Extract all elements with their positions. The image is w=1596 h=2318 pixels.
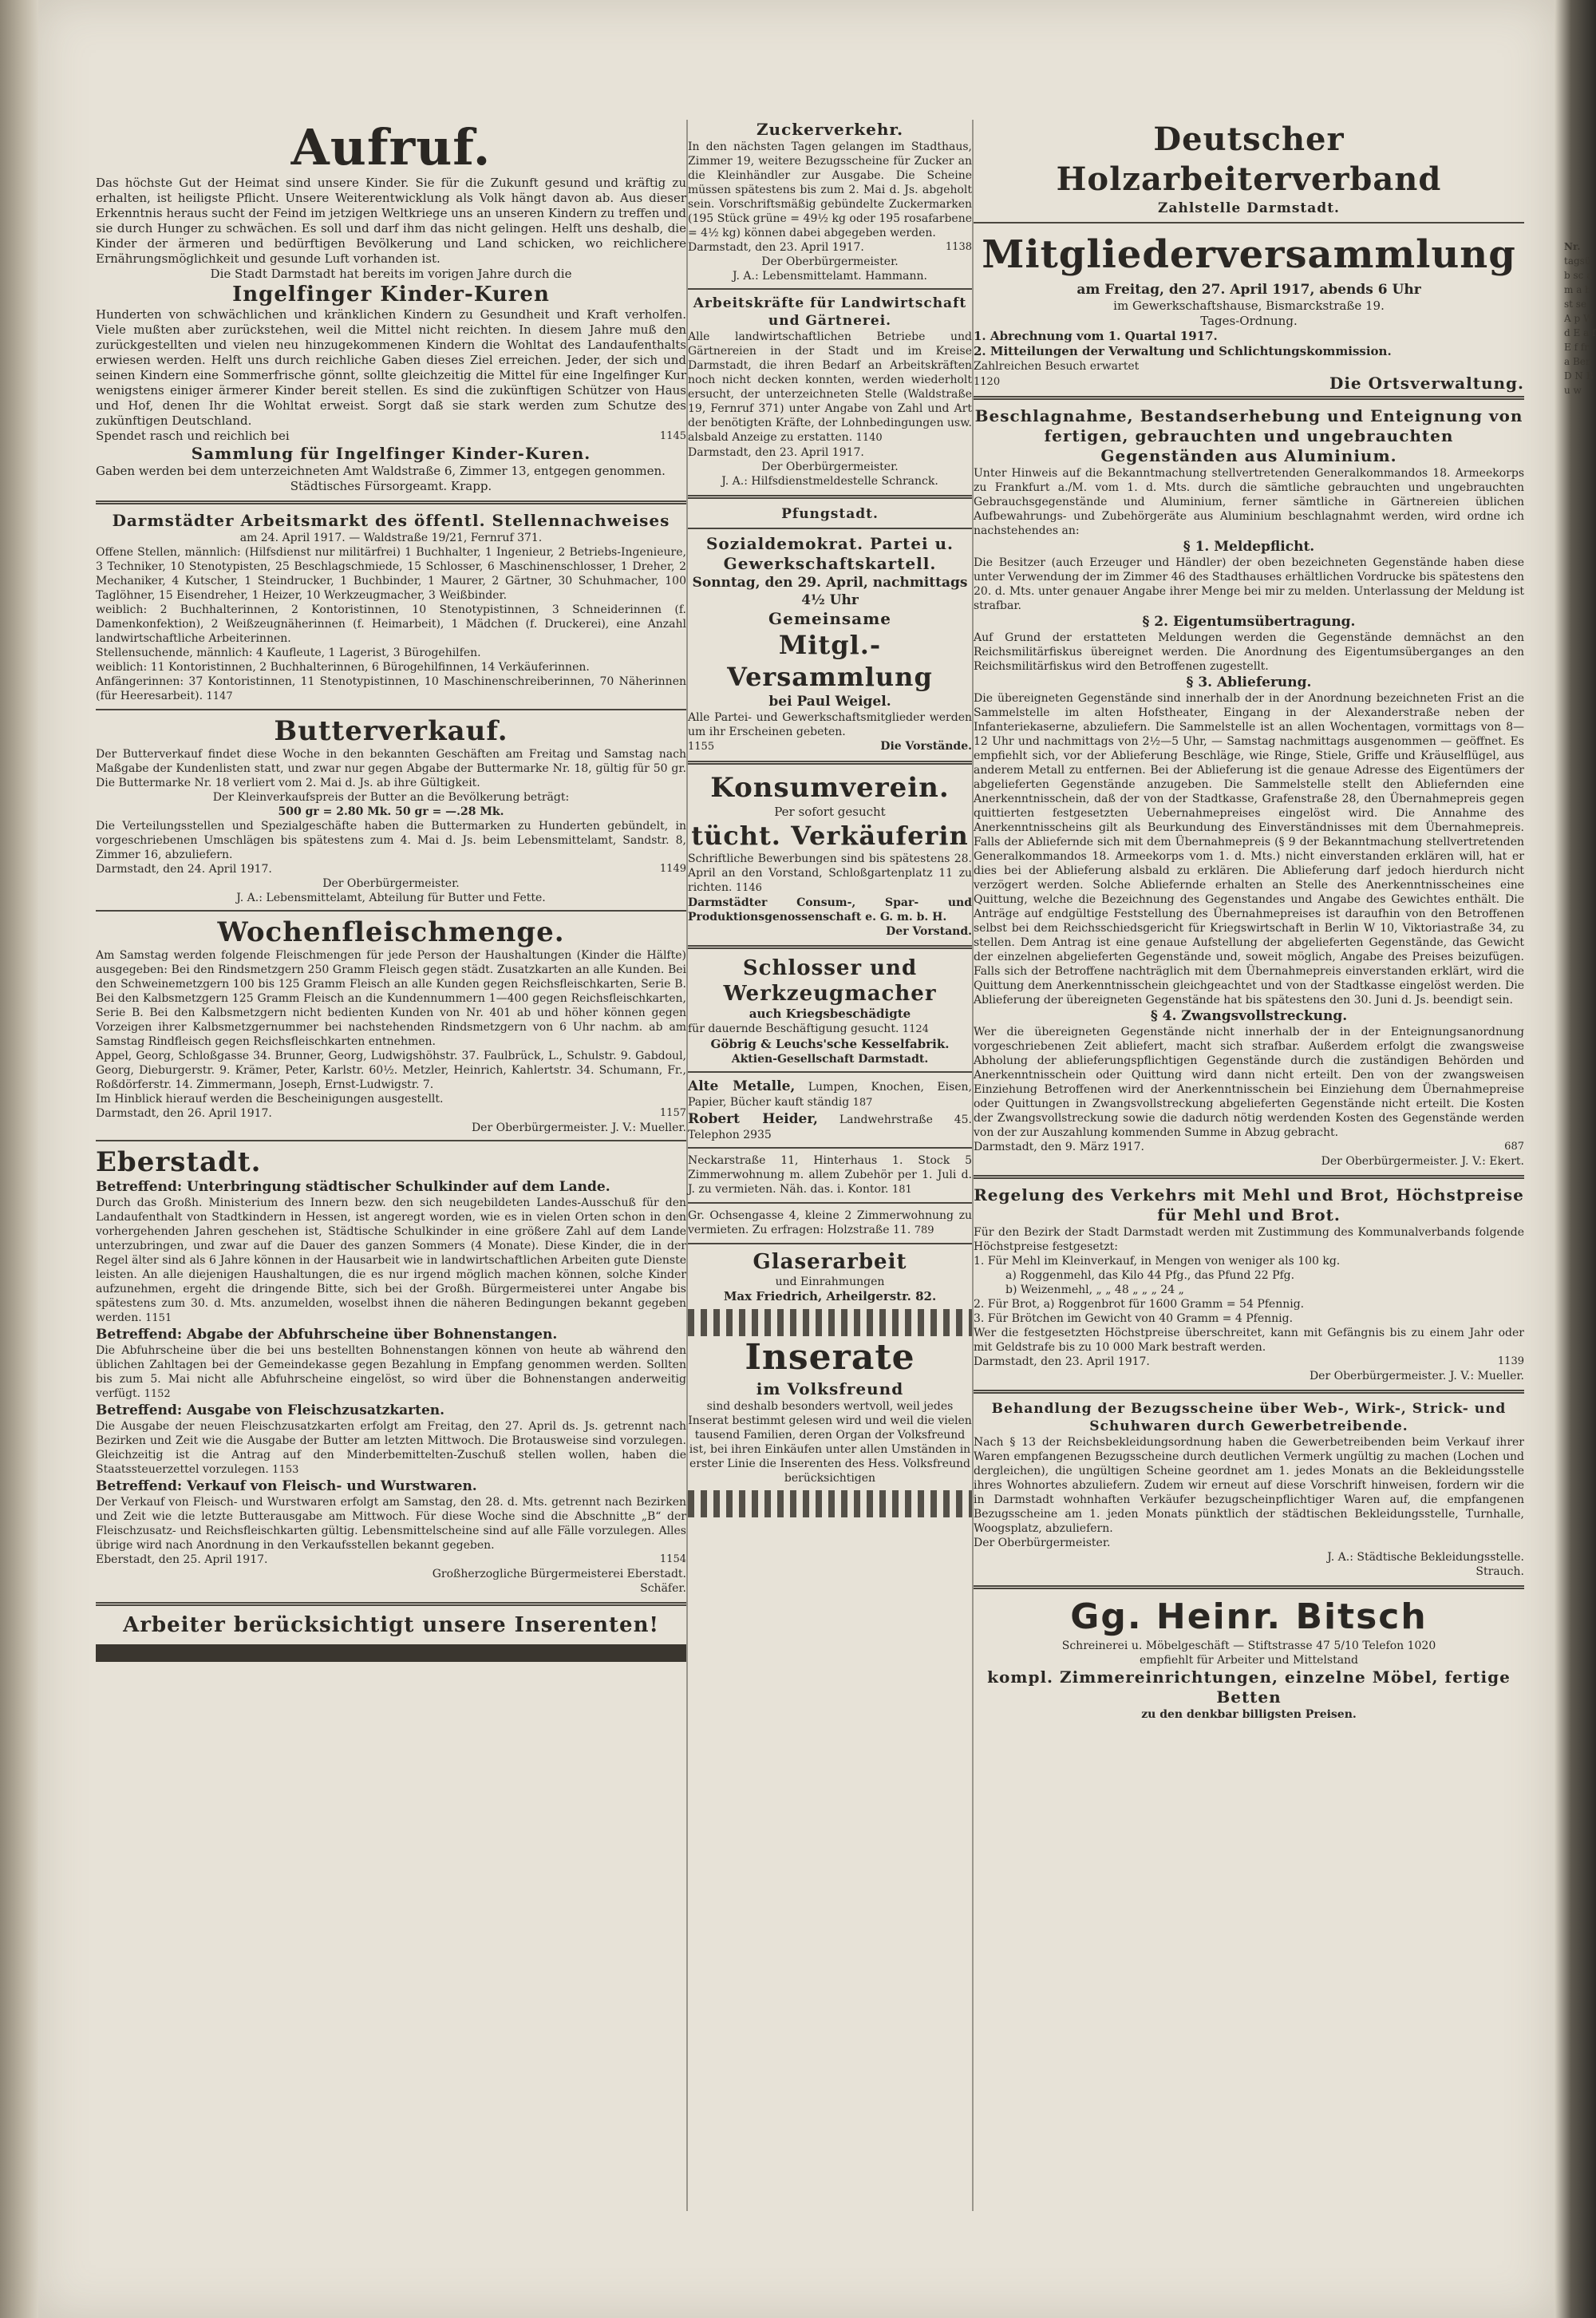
spd-date: Sonntag, den 29. April, nachmittags 4½ Uhr [692, 575, 968, 608]
mv-to2: 2. Mitteilungen der Verwaltung und Schlichtungskommission. [974, 344, 1392, 358]
eb3-text: Die Ausgabe der neuen Fleischzusatzkarten erfolgt am Freitag, den 27. April ds. Js. getrennt nach Bezirken und Zeit wie die Ausgabe der Butter am letzten Mittwoch. Die Brotausweise sind vorzulegen. Gleichzeitig ist die Antrag auf den Minderbemittelten-Zuschuß stellen wollen, haben die Staatssteuerzettel vorzulegen. [96, 1420, 686, 1476]
konsum-signature: Darmstädter Consum-, Spar- und Produktionsgenossenschaft e. G. m. b. H. [688, 896, 972, 924]
divider [96, 1602, 686, 1606]
ad-number: 1154 [659, 1553, 686, 1565]
ornament-border [688, 1309, 972, 1336]
inserate-text: sind deshalb besonders wertvoll, weil jedes Inserat bestimmt gelesen wird und weil die vielen tausend Familien, deren Organ der Volksfreund ist, bei ihren Einkäufen unter allen Umständen in erster Linie die Inserenten des Hess. Volksfreund berücksichtigen [688, 1400, 972, 1485]
mv-date: am Freitag, den 27. April 1917, abends 6 Uhr [1077, 282, 1421, 298]
ad-number: 789 [914, 1224, 934, 1236]
butter-title: Butterverkauf. [274, 715, 508, 747]
metalle-addr: Landwehrstraße 45. Telephon 2935 [688, 1114, 972, 1141]
alu-s4: § 4. Zwangsvollstreckung. [1150, 1008, 1348, 1024]
ad-number: 1157 [659, 1107, 686, 1119]
ad-number: 1145 [659, 430, 686, 442]
alu-s2: § 2. Eigentumsübertragung. [1142, 614, 1356, 630]
divider [688, 1202, 972, 1204]
arbeitsmarkt-title: Darmstädter Arbeitsmarkt des öffentl. Stellennachweises [112, 511, 670, 530]
schlosser-firm2: Aktien-Gesellschaft Darmstadt. [731, 1053, 929, 1066]
ad-number: 1139 [1497, 1355, 1524, 1367]
adjacent-page-fragment [1564, 239, 1596, 398]
alu-s2-text: Auf Grund der erstatteten Meldungen werden die Gegenstände demnächst an den Reichsmilitärfiskus übereignet werden. Die Anordnung des Eigentumsüberganges an den Reichsmilitärfiskus wird den Betroffenen zugestellt. [974, 631, 1524, 673]
web-signature: Der Oberbürgermeister. [974, 1537, 1111, 1549]
alu-signature: Der Oberbürgermeister. J. V.: Ekert. [1321, 1155, 1524, 1168]
column-right [974, 120, 1524, 1722]
fleisch-text2: Im Hinblick hierauf werden die Bescheinigungen ausgestellt. [96, 1093, 444, 1106]
butter-preis-values: 500 gr = 2.80 Mk. 50 gr = —.28 Mk. [278, 805, 504, 818]
metalle-title: Alte Metalle, [688, 1078, 796, 1094]
fleisch-date: Darmstadt, den 26. April 1917. [96, 1107, 272, 1120]
column-middle [688, 120, 972, 1517]
fleisch-title: Wochenfleischmenge. [217, 916, 565, 948]
inserate-sub: im Volksfreund [756, 1379, 904, 1398]
sammlung-text: Gaben werden bei dem unterzeichneten Amt Waldstraße 6, Zimmer 13, entgegen genommen. [96, 464, 666, 478]
butter-date: Darmstadt, den 24. April 1917. [96, 863, 272, 876]
zucker-signature2: J. A.: Lebensmittelamt. Hammann. [732, 270, 928, 283]
mv-to1: 1. Abrechnung vom 1. Quartal 1917. [974, 329, 1218, 343]
ad-number: 1153 [272, 1464, 299, 1476]
butter-preis: Der Kleinverkaufspreis der Butter an die Bevölkerung beträgt: [212, 791, 570, 804]
web-signature2: J. A.: Städtische Bekleidungsstelle. [1327, 1551, 1524, 1564]
anfaenger-text: Anfängerinnen: 37 Kontoristinnen, 11 Stenotypistinnen, 10 Maschinenschreiberinnen, 70 Näherinnen (für Heeresarbeit). [96, 675, 686, 702]
butter-signature: Der Oberbürgermeister. [322, 877, 460, 890]
ad-number: 1147 [206, 690, 233, 702]
divider [688, 1147, 972, 1149]
divider [974, 1390, 1524, 1394]
divider [688, 495, 972, 499]
spd-signature: Die Vorstände. [880, 740, 972, 753]
stellen-weiblich: weiblich: 2 Buchhalterinnen, 2 Kontoristinnen, 10 Stenotypistinnen, 3 Schneiderinnen (f. Damenkonfektion), 2 Weißzeugnäherinnen (f. Heimarbeit), 1 Mädchen (f. Druckerei), eine Anzahl landwirtschaftliche Arbeiterinnen. [96, 603, 686, 645]
eb2-text: Die Abfuhrscheine über die bei uns bestellten Bohnenstangen können von heute ab während den üblichen Zahltagen bei der Gemeindekasse gegen Bezahlung in Empfang genommen werden. Sollten bis zum 5. Mai nicht alle Abfuhrscheine eingelöst, so wird über die Bohnenstangen anderweitig verfügt. [96, 1344, 686, 1400]
mehl-1a: a) Roggenmehl, das Kilo 44 Pfg., das Pfund 22 Pfg. [1005, 1269, 1295, 1282]
bitsch-sub2: empfiehlt für Arbeiter und Mittelstand [1139, 1654, 1359, 1667]
mehl-1: 1. Für Mehl im Kleinverkauf, in Mengen von weniger als 100 kg. [974, 1255, 1341, 1268]
metalle-name: Robert Heider, [688, 1111, 818, 1127]
bitsch-sub: Schreinerei u. Möbelgeschäft — Stiftstrasse 47 5/10 Telefon 1020 [1061, 1640, 1436, 1652]
eb2-title: Betreffend: Abgabe der Abfuhrscheine über Bohnenstangen. [96, 1327, 558, 1343]
book-spine [0, 0, 38, 2318]
stellensuchende-weiblich: weiblich: 11 Kontoristinnen, 2 Buchhalterinnen, 6 Bürogehilfinnen, 14 Verkäuferinnen. [96, 661, 590, 674]
footer-slogan: Arbeiter berücksichtigt unsere Inserenten! [123, 1613, 659, 1637]
spd-text: Alle Partei- und Gewerkschaftsmitglieder werden um ihr Erscheinen gebeten. [688, 711, 972, 738]
mv-to: Tages-Ordnung. [1200, 314, 1298, 328]
ingelfinger-title: Ingelfinger Kinder-Kuren [232, 283, 550, 307]
divider [974, 1175, 1524, 1179]
eb4-date: Eberstadt, den 25. April 1917. [96, 1553, 268, 1566]
spd-title: Sozialdemokrat. Partei u. Gewerkschaftskartell. [705, 534, 954, 573]
inserate-title: Inserate [745, 1337, 915, 1378]
ad-number: 1152 [144, 1388, 171, 1400]
eberstadt-title: Eberstadt. [96, 1146, 262, 1178]
sammlung-title: Sammlung für Ingelfinger Kinder-Kuren. [191, 444, 591, 463]
holz-title: Deutscher Holzarbeiterverband [1056, 121, 1442, 198]
stellensuchende-maennlich: Stellensuchende, männlich: 4 Kaufleute, 1 Lagerist, 3 Bürogehilfen. [96, 647, 481, 659]
alu-s3-text: Die übereigneten Gegenstände sind innerhalb der in der Anordnung bezeichneten Frist an die Sammelstelle im alten Hofstheater, Eingang in der Alexanderstraße neben der Infanteriekaserne, abzuliefern. Die Sammelstelle ist an allen Wochentagen, vormittags von 8—12 Uhr und nachmittags von 2½—5 Uhr, — Samstag nachmittags ausgenommen — geöffnet. Es empfiehlt sich, vor der Ablieferung Beschläge, wie Ringe, Stiele, Griffe und Kräuselflügel, aus anderem Metall zu entfernen. Bei der Ablieferung ist die genaue Adresse des Eigentümers der abgelieferten Gegenstände anzugeben. Die Sammelstelle stellt den Abliefernden eine Anerkenntnisschein, daß der von der Stadtkasse, Grafenstraße 28, den Übernahmepreis gegen quittierten festgesetzten Uebernahmepreises eingelöst wird. Die Annahme des Anerkenntnisscheins gilt als Beurkundung des Einverständnisses mit dem Übernahmepreis. Falls der Abliefernde sich mit dem Übernahmepreis (§ 9 der Bekanntmachung stellvertretenden Generalkommandos 18. Armeekorps vom 1. d. Mts.) nicht einverstanden erklären will, hat er dies bei der Ablieferung alsbald zu erklären. Die Ablieferung darf jedoch hierdurch nicht verzögert werden. Solche Abliefernde erhalten an Stelle des Anerkenntnisscheines eine Quittung, welche die Bezeichnung des Gegenstandes und Angabe des Gewichtes enthält. Die Anträge auf endgültige Feststellung des Übernahmepreises ist daraufhin von den Betroffenen selbst bei dem Reichsschiedsgericht für Kriegswirtschaft in Berlin W 10, Viktoriastraße 34, zu stellen. Dem Antrag ist eine genaue Aufstellung der abgelieferten Gegenstände, das Gewicht der einzelnen abgelieferten Gegenstände und, soweit möglich, Angabe des Preises beizufügen. Falls sich der Betroffene nachträglich mit dem Übernahmepreis einverstanden erklärt, wird die Quittung dem Anerkenntnisschein gleichgeachtet und von der Stadtkasse eingelöst werden. Die Ablieferung der übereigneten Gegenstände hat bis spätestens den 30. Juni d. Js. beendigt sein. [974, 692, 1524, 1007]
konsum-signature2: Der Vorstand. [886, 925, 972, 938]
eb3-title: Betreffend: Ausgabe von Fleischzusatzkarten. [96, 1402, 445, 1418]
arbeitsmarkt-date: am 24. April 1917. — Waldstraße 19/21, Fernruf 371. [239, 532, 543, 544]
web-signature3: Strauch. [1476, 1565, 1524, 1578]
ad-number: 181 [891, 1184, 912, 1196]
eb4-signature2: Schäfer. [640, 1582, 686, 1595]
gemeinsame-label: Gemeinsame [768, 609, 891, 628]
bitsch-title: Gg. Heinr. Bitsch [1070, 1596, 1428, 1637]
bitsch-big: kompl. Zimmereinrichtungen, einzelne Möbel, fertige Betten [987, 1667, 1511, 1707]
arbeitskraefte-text: Alle landwirtschaftlichen Betriebe und Gärtnereien in der Stadt und im Kreise Darmstadt, die ihren Bedarf an Arbeitskräften noch nicht decken konnten, werden wiederholt ersucht, der unterzeichneten Stelle (Waldstraße 19, Fernruf 371) unter Angabe von Zahl und Art der benötigten Kräfte, der Lohnbedingungen usw. alsbald Anzeige zu erstatten. [688, 330, 972, 444]
alu-intro: Unter Hinweis auf die Bekanntmachung stellvertretenden Generalkommandos 18. Armeekorps zu Frankfurt a./M. vom 1. d. Mts. durch die sämtliche gebrauchten und ungebrauchten Gebrauchsgegenstände und Aluminium, ferner sämtliche in Gärtnereien üblichen Aufbewahrungs- und Zubehörgeräte aus Aluminium beschlagnahmt werden, wird ordne ich nachstehendes an: [974, 467, 1524, 537]
mehl-text2: Wer die festgesetzten Höchstpreise überschreitet, kann mit Gefängnis bis zu einem Jahr oder mit Geldstrafe bis zu 10 000 Mark bestraft werden. [974, 1327, 1524, 1354]
glaser-name: Max Friedrich, Arheilgerstr. 82. [723, 1289, 937, 1303]
mehl-date: Darmstadt, den 23. April 1917. [974, 1355, 1150, 1368]
web-text: Nach § 13 der Reichsbekleidungsordnung haben die Gewerbetreibenden beim Verkauf ihrer Waren empfangenen Bezugsscheine durch deutlichen Vermerk ungültig zu machen (Lochen und dergleichen), die ungültigen Scheine geordnet am 1. jedes Monats an die Bekleidungsstelle ihres Wohnortes abzuliefern. Zudem wir erneut auf diese Vorschrift hinweisen, fordern wir die in Darmstadt wohnhaften Verkäufer bezugscheinpflichtiger Waren auf, die empfangenen Bezugsscheine am 1. jeden Monats pünktlich der städtischen Bekleidungsstelle, Turnhalle, Woogsplatz, abzuliefern. [974, 1436, 1524, 1535]
mehl-text: Für den Bezirk der Stadt Darmstadt werden mit Zustimmung des Kommunalverbands folgende Höchstpreise festgesetzt: [974, 1226, 1524, 1253]
fleisch-text: Am Samstag werden folgende Fleischmengen für jede Person der Haushaltungen (Kinder die Hälfte) ausgegeben: Bei den Rindsmetzgern 250 Gramm Fleisch gegen städt. Zusatzkarten an alle Kunden. Bei den Schweinemetzgern 100 bis 125 Gramm Fleisch an alle Kunden gegen Reichsfleischkarten, Serie B. Bei den Kalbsmetzgern 125 Gramm Fleisch an die Kundennummern 1—400 gegen Reichsfleischkarten, Serie B. Bei den Kalbsmetzgern nicht bedienten Kunden von Nr. 401 ab und höher können gegen Vorzeigen ihrer Kalbsmetzgernummer bei nachstehenden Rindsmetzgern von 6 Uhr nachm. ab am Samstag Rindfleisch gegen Reichsfleischkarten entnehmen. [96, 949, 686, 1048]
column-left [96, 104, 686, 1662]
mv-place: im Gewerkschaftshause, Bismarckstraße 19. [1113, 299, 1385, 313]
eb1-text: Durch das Großh. Ministerium des Innern bezw. den sich neugebildeten Landes-Ausschuß für den Landaufenthalt von Stadtkindern in Hessen, ist angeregt worden, wie es in vielen Orten schon in den vorhergehenden Jahren geschehen ist, Städtische Schulkinder in eine größere Zahl auf dem Lande unterzubringen, und zwar auf die Dauer des ganzen Sommers (4 Monate). Diese Kinder, die in der Regel älter sind als 6 Jahre können in der Hausarbeit wie in landwirtschaftlichen Arbeiten gute Dienste leisten. An alle diejenigen Haushaltungen, die es nur irgend möglich machen können, solche Kinder aufzunehmen, ergeht die dringende Bitte, sich bei der Großh. Bürgermeisterei unter Angabe bis spätestens zum 30. d. Mts. anzumelden, woselbst ihnen die näheren Bedingungen bekannt gegeben werden. [96, 1197, 686, 1324]
divider [688, 288, 972, 290]
zucker-date: Darmstadt, den 23. April 1917. [688, 241, 864, 254]
zucker-signature: Der Oberbürgermeister. [761, 255, 899, 268]
schlosser-text: für dauernde Beschäftigung gesucht. [688, 1023, 899, 1035]
divider [974, 396, 1524, 400]
metalle-text: Lumpen, Knochen, Eisen, Papier, Bücher kauft ständig [688, 1081, 972, 1109]
alu-s1: § 1. Meldepflicht. [1183, 539, 1315, 555]
divider [96, 709, 686, 710]
mv-signature: Die Ortsverwaltung. [1329, 374, 1524, 393]
ad-number: 1124 [902, 1023, 929, 1035]
eb4-signature: Großherzogliche Bürgermeisterei Eberstadt. [432, 1568, 686, 1580]
ornament-border [688, 1490, 972, 1517]
arbeitskraefte-signature2: J. A.: Hilfsdienstmeldestelle Schranck. [721, 475, 938, 488]
butter-text2: Die Verteilungsstellen und Spezialgeschäfte haben die Buttermarken zu Hunderten gebündelt, in vorgeschriebenen Umschlägen bis spätestens zum 4. Mai d. Js. beim Lebensmittelamt, Sandstr. 8, Zimmer 16, abzuliefern. [96, 820, 686, 861]
mv-title: Mitgliederversammlung [982, 232, 1516, 277]
adjacent-page-text: tagsüb sc a m a b st se A p W d E a f E f fr a Ben D N Bu w [1564, 255, 1596, 396]
aufruf-text: Das höchste Gut der Heimat sind unsere Kinder. Sie für die Zukunft gesund und kräftig zu erhalten, ist heiligste Pflicht. Unsere Weiterentwicklung als Volk hängt davon ab. Aus dieser Erkenntnis heraus sucht der Feind im jetzigen Weltkriege uns an unseren Kindern zu treffen und sie durch Hunger zu schwächen. Es soll und darf ihm das nicht gelingen. Helft uns deshalb, die Kinder der ärmeren und bedürftigen Bevölkerung und Land schicken, wo reichlichere Ernährungsmöglichkeit und gesunde Luft vorhanden ist. [96, 176, 686, 266]
konsum-big: tücht. Verkäuferin [691, 821, 969, 851]
sammlung-signature: Städtisches Fürsorgeamt. Krapp. [290, 479, 492, 493]
web-title: Behandlung der Bezugsscheine über Web-, Wirk-, Strick- und Schuhwaren durch Gewerbetreibende. [991, 1401, 1507, 1434]
mehl-2: 2. Für Brot, a) Roggenbrot für 1600 Gramm = 54 Pfennig. [974, 1298, 1305, 1311]
eb4-title: Betreffend: Verkauf von Fleisch- und Wurstwaren. [96, 1478, 477, 1494]
pfungstadt-title: Pfungstadt. [781, 506, 879, 522]
alu-s1-text: Die Besitzer (auch Erzeuger und Händler) der oben bezeichneten Gegenstände haben diese unter Verwendung der im Zimmer 46 des Stadthauses erhältlichen Vordrucke bis spätestens den 20. d. Mts. unter genauer Angabe ihrer Menge bei mir zu melden. Unterlassung der Meldung ist strafbar. [974, 556, 1524, 612]
alu-title: Beschlagnahme, Bestandserhebung und Enteignung von fertigen, gebrauchten und ungebrauchten Gegenständen aus Aluminium. [974, 406, 1523, 465]
eb1-title: Betreffend: Unterbringung städtischer Schulkinder auf dem Lande. [96, 1179, 610, 1195]
divider [96, 1140, 686, 1141]
ad-number: 1146 [735, 882, 762, 894]
ad-number: 1155 [688, 741, 715, 753]
divider [688, 945, 972, 949]
mehl-3: 3. Für Brötchen im Gewicht von 40 Gramm = 4 Pfennig. [974, 1312, 1294, 1325]
stellen-maennlich: Offene Stellen, männlich: (Hilfsdienst nur militärfrei) 1 Buchhalter, 1 Ingenieur, 2 Betriebs-Ingenieure, 3 Techniker, 10 Stenotypisten, 25 Beschlagschmiede, 15 Schlosser, 6 Maschinenschlosser, 1 Dreher, 2 Mechaniker, 4 Kutscher, 1 Steindrucker, 1 Buchbinder, 1 Maurer, 2 Gärtner, 30 Schuhmacher, 100 Taglöhner, 15 Eisendreher, 1 Heizer, 10 Werkzeugmacher, 3 Weißbinder. [96, 546, 686, 602]
ad-number: 1120 [974, 376, 1001, 388]
konsum-title: Konsumverein. [710, 772, 950, 804]
neckar-text: Neckarstraße 11, Hinterhaus 1. Stock 5 Zimmerwohnung m. allem Zubehör per 1. Juli d. J. zu vermieten. Näh. das. i. Kontor. [688, 1154, 972, 1196]
divider [688, 1243, 972, 1244]
fleisch-names: Appel, Georg, Schloßgasse 34. Brunner, Georg, Ludwigshöhstr. 37. Faulbrück, L., Schulstr. 9. Gabdoul, Georg, Dieburgerstr. 9. Krämer, Peter, Karlstr. 60½. Metzler, Heinrich, Kahlertstr. 34. Schumann, Fr., Roßdörferstr. 14. Zimmermann, Joseph, Ernst-Ludwigstr. 7. [96, 1050, 686, 1091]
mehl-1b: b) Weizenmehl, „ „ 48 „ „ „ 24 „ [1005, 1284, 1184, 1296]
divider [688, 528, 972, 529]
mv-text: Zahlreichen Besuch erwartet [974, 360, 1140, 373]
ochsen-text: Gr. Ochsengasse 4, kleine 2 Zimmerwohnung zu vermieten. Zu erfragen: Holzstraße 11. [688, 1209, 972, 1236]
spende-text: Spendet rasch und reichlich bei [96, 429, 290, 443]
page-number-label: Nr. [1564, 241, 1581, 252]
mehl-title: Regelung des Verkehrs mit Mehl und Brot, Höchstpreise für Mehl und Brot. [974, 1185, 1524, 1224]
spd-bei: bei Paul Weigel. [768, 694, 891, 710]
alu-date: Darmstadt, den 9. März 1917. [974, 1141, 1144, 1153]
divider [688, 761, 972, 765]
butter-text: Der Butterverkauf findet diese Woche in den bekannten Geschäften am Freitag und Samstag nach Maßgabe der Kundenlisten statt, und zwar nur gegen Abgabe der Buttermarke Nr. 18, gültig für 50 gr. Die Buttermarke Nr. 18 verliert vom 2. Mai d. Js. ab ihre Gültigkeit. [96, 748, 686, 789]
divider [974, 1585, 1524, 1589]
ad-number: 1149 [659, 863, 686, 875]
ad-number: 1140 [855, 432, 883, 444]
schlosser-title: Schlosser und Werkzeugmacher [723, 956, 937, 1006]
divider [96, 910, 686, 912]
ad-number: 1138 [945, 241, 972, 253]
ad-number: 1151 [145, 1312, 172, 1324]
footer-bar [96, 1644, 686, 1662]
arbeitskraefte-date: Darmstadt, den 23. April 1917. [688, 446, 864, 459]
divider [974, 222, 1524, 223]
divider [96, 500, 686, 504]
arbeitskraefte-signature: Der Oberbürgermeister. [761, 461, 899, 473]
mehl-signature: Der Oberbürgermeister. J. V.: Mueller. [1309, 1370, 1524, 1382]
glaser-title: Glaserarbeit [753, 1250, 907, 1274]
zucker-title: Zuckerverkehr. [756, 120, 904, 139]
divider [688, 1071, 972, 1073]
bitsch-foot: zu den denkbar billigsten Preisen. [1141, 1708, 1357, 1721]
fleisch-signature: Der Oberbürgermeister. J. V.: Mueller. [471, 1121, 686, 1134]
ad-number: 187 [852, 1097, 873, 1109]
glaser-sub: und Einrahmungen [775, 1276, 885, 1288]
arbeitskraefte-title: Arbeitskräfte für Landwirtschaft und Gärtnerei. [693, 295, 967, 329]
ad-number: 687 [1504, 1141, 1524, 1153]
alu-s3: § 3. Ablieferung. [1186, 674, 1312, 690]
ingelfinger-text: Hunderten von schwächlichen und kränklichen Kindern zu Gesundheit und Kraft verholfen. Viele mußten aber zurückstehen, weil die Mittel nicht reichten. In diesem Jahre muß den zurückgestellten und vielen neu hinzugekommenen Kindern die Wohltat des Landaufenthalts erwiesen werden. Helft uns durch reichliche Gaben dieses Ziel erreichen. Jeder, der sich und seinen Kindern eine Sommerfrische gönnt, sollte gleichzeitig die Mittel für eine Ingelfinger Kur wenigstens einiger ärmerer Kinder bereit stellen. Es sind die zukünftigen Schützer von Haus und Hof, denen Ihr die Wohltat erweist. Sorgt daß sie stark werden zum Schutze des zukünftigen Deutschland. [96, 307, 686, 428]
schlosser-firm: Göbrig & Leuchs'sche Kesselfabrik. [710, 1037, 950, 1051]
alu-s4-text: Wer die übereigneten Gegenstände nicht innerhalb der in der Enteignungsanordnung vorgeschriebenen Zeit abliefert, macht sich strafbar. Außerdem erfolgt die zwangsweise Abholung der ablieferungspflichtigen Gegenstände durch die zuständigen Behörden und Anerkenntnisschein oder Quittung wird dann nicht erteilt. Den von der zwangsweisen Einziehung Betroffenen wird der Anerkenntnisschein bei Einziehung dem Übernahmepreise oder Quittungen in Zwangsvollstreckung abgelieferten Gegenstände nicht erteilt. Die Kosten der Zwangsvollstreckung sowie die dadurch nötig werdenden Kosten des Gegenstände werden von der zur Auszahlung kommenden Summe in Abzug gebracht. [974, 1026, 1524, 1139]
butter-signature2: J. A.: Lebensmittelamt, Abteilung für Butter und Fette. [236, 892, 546, 904]
konsum-sub: Per sofort gesucht [774, 805, 886, 819]
aufruf-text2: Die Stadt Darmstadt hat bereits im vorigen Jahre durch die [210, 267, 572, 281]
schlosser-sub: auch Kriegsbeschädigte [749, 1007, 911, 1021]
mitgl-versammlung-title: Mitgl.-Versammlung [727, 630, 933, 692]
zucker-text: In den nächsten Tagen gelangen im Stadthaus, Zimmer 19, weitere Bezugsscheine für Zucker an die Kleinhändler zur Ausgabe. Die Scheine müssen spätestens bis zum 2. Mai d. Js. abgeholt sein. Vorschriftsmäßig gebündelte Zuckermarken (195 Stück grüne = 49½ kg oder 195 rosafarbene = 4½ kg) können dabei abgegeben werden. [688, 140, 972, 239]
konsum-text: Schriftliche Bewerbungen sind bis spätestens 28. April an den Vorstand, Schloßgartenplatz 11 zu richten. [688, 852, 972, 894]
eb4-text: Der Verkauf von Fleisch- und Wurstwaren erfolgt am Samstag, den 28. d. Mts. getrennt nach Bezirken und Zeit wie die letzte Butterausgabe am Mittwoch. Für diese Woche sind die Abschnitte „B“ der Fleischzusatz- und Reichsfleischkarten gültig. Lebensmittelscheine sind auf alle Fälle vorzulegen. Alles übrige wird nach Anordnung in den Verkaufsstellen bekannt gegeben. [96, 1496, 686, 1552]
holz-sub: Zahlstelle Darmstadt. [1158, 200, 1340, 216]
aufruf-title: Aufruf. [290, 118, 492, 176]
